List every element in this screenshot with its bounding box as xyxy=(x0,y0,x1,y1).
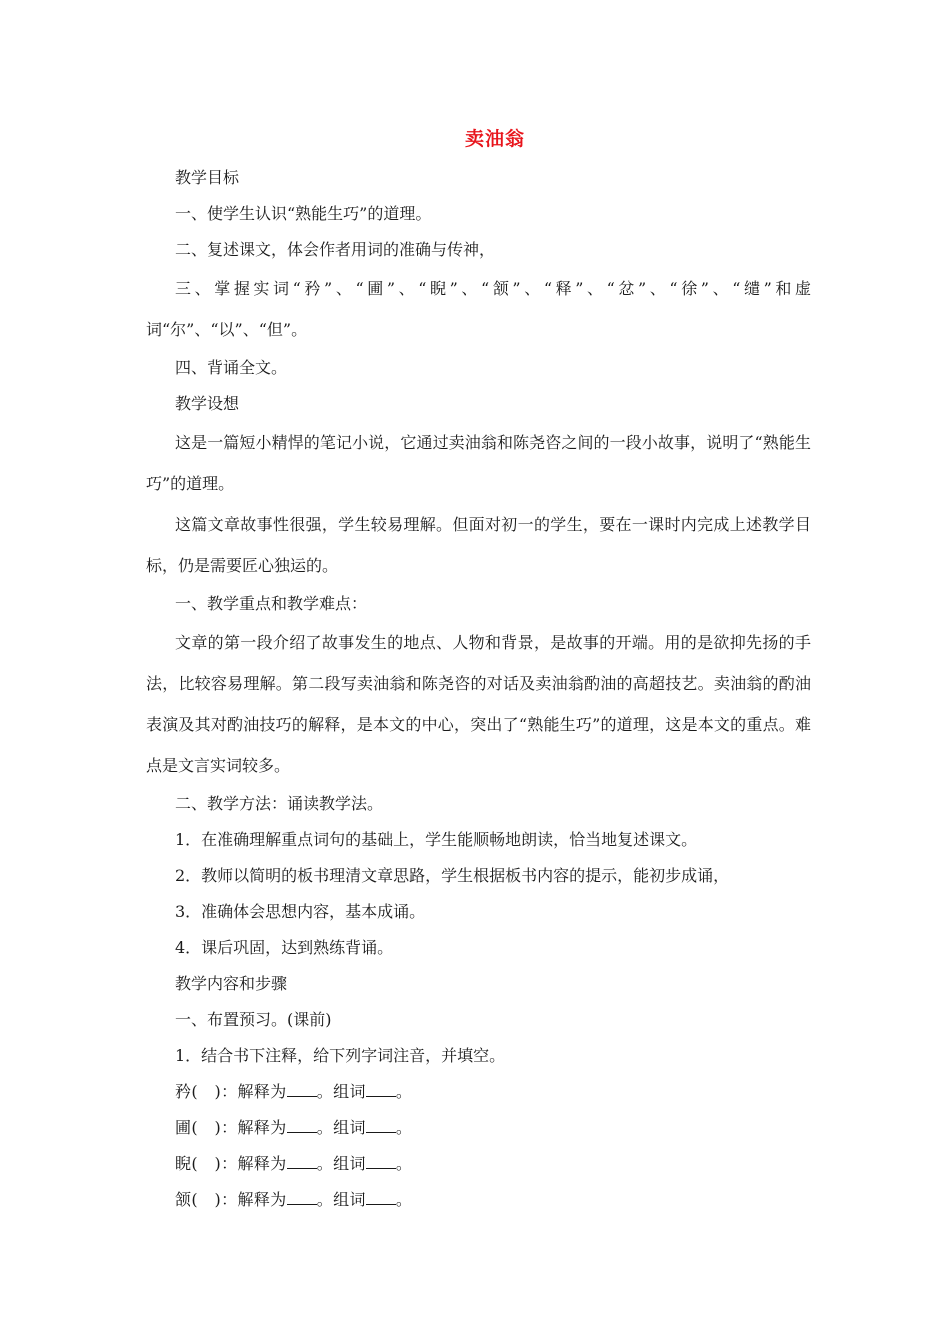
fill-suffix: 。 xyxy=(395,1190,413,1209)
goal-3: 三、掌握实词“矜”、“圃”、“睨”、“颔”、“释”、“忿”、“徐”、“缱”和虚词“尔”、“以”、“但”。 xyxy=(146,279,811,339)
key-points-paragraph: 文章的第一段介绍了故事发生的地点、人物和背景，是故事的开端。用的是欲抑先扬的手法，比较容易理解。第二段写卖油翁和陈尧咨的对话及卖油翁酌油的高超技艺。卖油翁的酌油表演及其对酌油技巧的解释，是本文的中心，突出了“熟能生巧”的道理，这是本文的重点。难点是文言实词较多。 xyxy=(146,633,811,775)
fill-item-3 xyxy=(146,1146,811,1182)
blank-meaning[interactable] xyxy=(287,1190,317,1205)
step-1-instruction: 1．结合书下注释，给下列字词注音，并填空。 xyxy=(175,1046,506,1065)
blank-meaning[interactable] xyxy=(287,1154,317,1169)
fill-suffix: 。 xyxy=(395,1154,413,1173)
blank-word[interactable] xyxy=(366,1118,396,1133)
fill-middle: 。组词 xyxy=(316,1154,366,1173)
blank-word[interactable] xyxy=(366,1082,396,1097)
method-heading: 二、教学方法：诵读教学法。 xyxy=(175,794,384,813)
fill-item-2 xyxy=(146,1110,811,1146)
method-item-2: 2．教师以简明的板书理清文章思路，学生根据板书内容的提示，能初步成诵， xyxy=(175,866,730,885)
fill-middle: 。组词 xyxy=(316,1082,366,1101)
document-body xyxy=(146,160,811,1218)
blank-word[interactable] xyxy=(366,1154,396,1169)
fill-prefix: ( )：解释为 xyxy=(191,1118,287,1137)
blank-meaning[interactable] xyxy=(287,1082,317,1097)
fill-char: 睨 xyxy=(175,1154,192,1173)
method-item-3: 3．准确体会思想内容，基本成诵。 xyxy=(175,902,426,921)
plan-paragraph-2: 这篇文章故事性很强，学生较易理解。但面对初一的学生，要在一课时内完成上述教学目标，仍是需要匠心独运的。 xyxy=(146,515,811,575)
plan-paragraph-1: 这是一篇短小精悍的笔记小说，它通过卖油翁和陈尧咨之间的一段小故事，说明了“熟能生巧”的道理。 xyxy=(146,433,811,493)
goal-1: 一、使学生认识“熟能生巧”的道理。 xyxy=(175,204,432,223)
key-points-heading: 一、教学重点和教学难点： xyxy=(175,594,368,613)
document-title: 卖油翁 xyxy=(464,128,525,150)
blank-meaning[interactable] xyxy=(287,1118,317,1133)
method-item-4: 4．课后巩固，达到熟练背诵。 xyxy=(175,938,394,957)
fill-middle: 。组词 xyxy=(316,1118,366,1137)
method-item-1: 1．在准确理解重点词句的基础上，学生能顺畅地朗读，恰当地复述课文。 xyxy=(175,830,698,849)
blank-word[interactable] xyxy=(366,1190,396,1205)
fill-prefix: ( )：解释为 xyxy=(191,1190,287,1209)
fill-char: 颔 xyxy=(175,1190,192,1209)
fill-suffix: 。 xyxy=(395,1118,413,1137)
step-1-heading: 一、布置预习。(课前) xyxy=(175,1010,332,1029)
goal-4: 四、背诵全文。 xyxy=(175,358,288,377)
heading-teaching-plan: 教学设想 xyxy=(175,394,240,413)
fill-item-4 xyxy=(146,1182,811,1218)
fill-item-1 xyxy=(146,1074,811,1110)
heading-teaching-goals: 教学目标 xyxy=(175,168,240,187)
fill-char: 矜 xyxy=(175,1082,192,1101)
fill-prefix: ( )：解释为 xyxy=(191,1082,287,1101)
fill-suffix: 。 xyxy=(395,1082,413,1101)
heading-content-steps: 教学内容和步骤 xyxy=(175,974,288,993)
fill-prefix: ( )：解释为 xyxy=(191,1154,287,1173)
fill-middle: 。组词 xyxy=(316,1190,366,1209)
fill-char: 圃 xyxy=(175,1118,192,1137)
goal-2: 二、复述课文，体会作者用词的准确与传神， xyxy=(175,240,496,259)
